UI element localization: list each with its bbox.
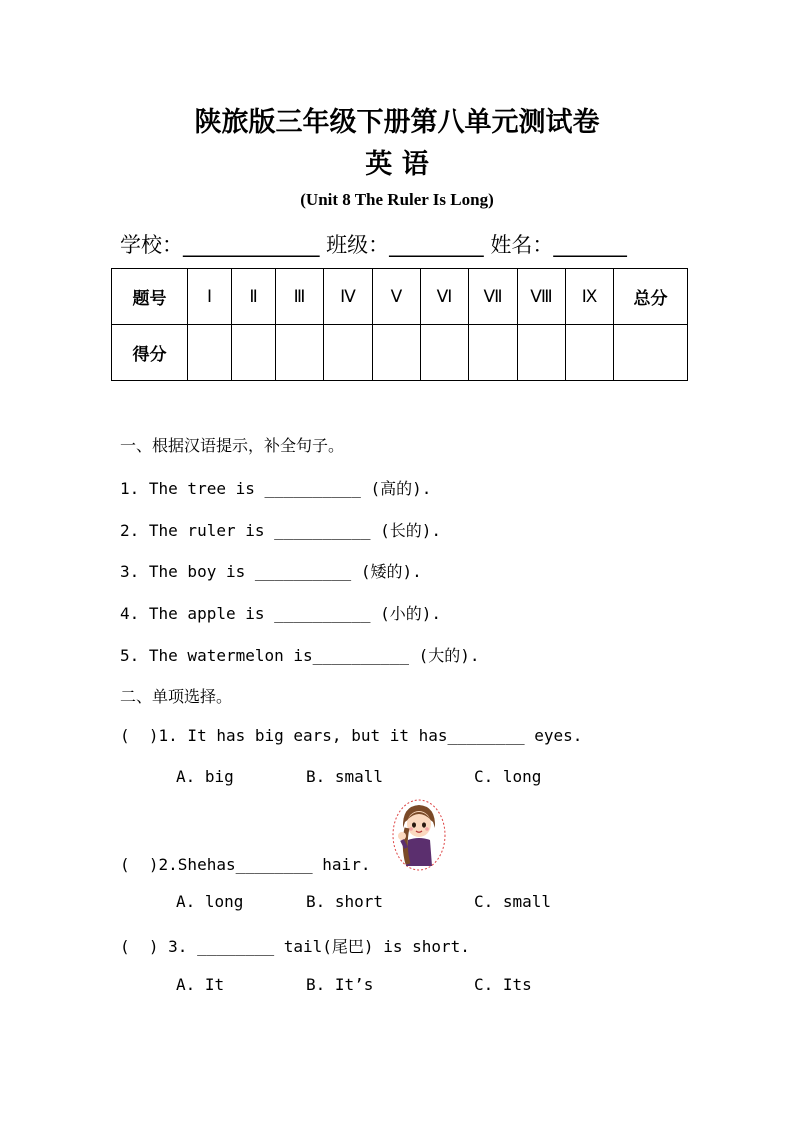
fill-in-item-5: 5. The watermelon is__________ (大的). <box>120 646 480 665</box>
option-1b: B. small <box>306 767 384 786</box>
unit-subtitle: (Unit 8 The Ruler Is Long) <box>300 190 494 209</box>
option-1a: A. big <box>176 767 234 786</box>
column-3: Ⅲ <box>276 269 324 325</box>
page-title: 陕旅版三年级下册第八单元测试卷 <box>194 107 600 138</box>
score-cell[interactable] <box>566 325 614 381</box>
fill-in-item-2: 2. The ruler is __________ (长的). <box>120 521 441 540</box>
column-2: Ⅱ <box>232 269 276 325</box>
option-3b: B. It’s <box>306 975 374 994</box>
score-table <box>111 268 688 381</box>
score-cell[interactable] <box>421 325 469 381</box>
score-cell[interactable] <box>188 325 232 381</box>
column-1: Ⅰ <box>188 269 232 325</box>
choice-question-2: ( )2.Shehas________ hair. <box>120 855 371 874</box>
column-8: Ⅷ <box>518 269 566 325</box>
option-3a: A. It <box>176 975 225 994</box>
score-cell[interactable] <box>373 325 421 381</box>
column-9: Ⅸ <box>566 269 614 325</box>
option-2c: C. small <box>474 892 552 911</box>
subject-title: 英 语 <box>365 149 429 180</box>
option-2a: A. long <box>176 892 244 911</box>
total-score-cell[interactable] <box>614 325 688 381</box>
score-cell[interactable] <box>469 325 518 381</box>
section2-heading: 二、单项选择。 <box>120 687 233 706</box>
column-6: Ⅵ <box>421 269 469 325</box>
section1-heading: 一、根据汉语提示，补全句子。 <box>120 436 345 455</box>
girl-long-hair-icon <box>390 798 448 872</box>
fill-in-item-3: 3. The boy is __________ (矮的). <box>120 562 422 581</box>
score-table-score-row <box>112 325 688 381</box>
fill-in-item-4: 4. The apple is __________ (小的). <box>120 604 441 623</box>
fill-in-item-1: 1. The tree is __________ (高的). <box>120 479 432 498</box>
question-number-label: 题号 <box>112 269 188 325</box>
student-info-line: 学校：_____________ 班级：_________ 姓名：_______ <box>120 233 627 257</box>
score-label: 得分 <box>112 325 188 381</box>
column-7: Ⅶ <box>469 269 518 325</box>
total-score-label: 总分 <box>614 269 688 325</box>
choice-question-1: ( )1. It has big ears, but it has________ eyes. <box>120 726 583 745</box>
score-cell[interactable] <box>276 325 324 381</box>
score-table-header-row <box>112 269 688 325</box>
column-4: Ⅳ <box>324 269 373 325</box>
option-2b: B. short <box>306 892 384 911</box>
score-cell[interactable] <box>518 325 566 381</box>
column-5: Ⅴ <box>373 269 421 325</box>
score-cell[interactable] <box>324 325 373 381</box>
option-1c: C. long <box>474 767 542 786</box>
option-3c: C. Its <box>474 975 532 994</box>
score-cell[interactable] <box>232 325 276 381</box>
choice-question-3: ( ) 3. ________ tail(尾巴) is short. <box>120 937 470 956</box>
